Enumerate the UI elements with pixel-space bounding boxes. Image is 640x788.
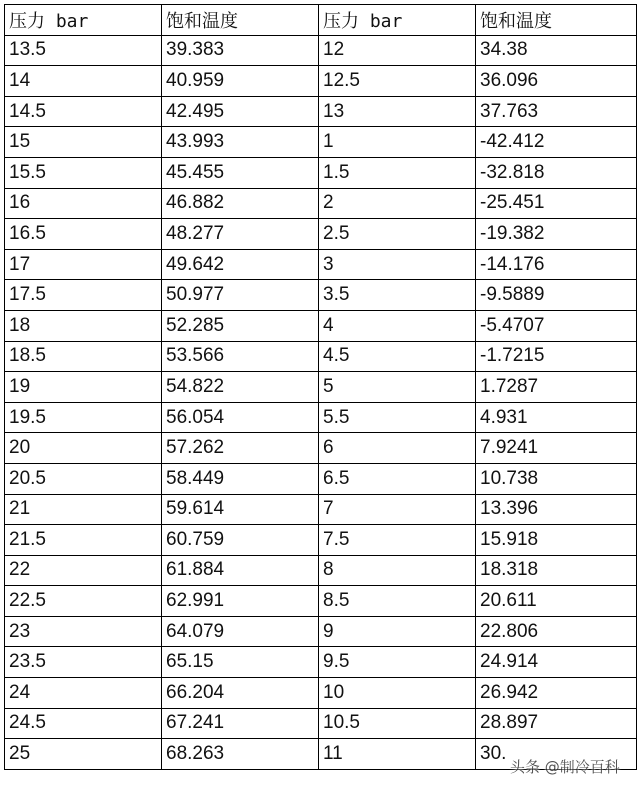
pressure-cell: 12 (319, 35, 476, 66)
pressure-cell: 15.5 (5, 157, 162, 188)
table-row (5, 188, 637, 219)
pressure-cell: 8 (319, 555, 476, 586)
pressure-cell: 9 (319, 616, 476, 647)
saturation-temp-cell: 7.9241 (476, 433, 637, 464)
saturation-temp-cell: 18.318 (476, 555, 637, 586)
header-saturation-temp-2: 饱和温度 (476, 5, 637, 36)
pressure-cell: 22 (5, 555, 162, 586)
pressure-cell: 18 (5, 310, 162, 341)
saturation-temp-cell: 34.38 (476, 35, 637, 66)
pressure-cell: 5.5 (319, 402, 476, 433)
pressure-cell: 16 (5, 188, 162, 219)
pressure-cell: 25 (5, 739, 162, 770)
pressure-cell: 19 (5, 372, 162, 403)
pressure-cell: 11 (319, 739, 476, 770)
table-row (5, 433, 637, 464)
table-body (5, 35, 637, 769)
pressure-cell: 20 (5, 433, 162, 464)
saturation-temp-cell: 52.285 (162, 310, 319, 341)
saturation-temp-cell: 30. (476, 739, 637, 770)
saturation-temp-cell: 4.931 (476, 402, 637, 433)
pressure-cell: 5 (319, 372, 476, 403)
pressure-cell: 1 (319, 127, 476, 158)
saturation-temp-cell: 60.759 (162, 525, 319, 556)
pressure-cell: 16.5 (5, 219, 162, 250)
pressure-cell: 17.5 (5, 280, 162, 311)
pressure-cell: 19.5 (5, 402, 162, 433)
pressure-cell: 1.5 (319, 157, 476, 188)
pressure-cell: 6 (319, 433, 476, 464)
pressure-cell: 8.5 (319, 586, 476, 617)
saturation-temp-cell: 22.806 (476, 616, 637, 647)
table-row (5, 586, 637, 617)
pressure-cell: 10 (319, 678, 476, 709)
saturation-temp-cell: 39.383 (162, 35, 319, 66)
saturation-temp-cell: 10.738 (476, 463, 637, 494)
table-row (5, 66, 637, 97)
table-row (5, 157, 637, 188)
pressure-cell: 23 (5, 616, 162, 647)
saturation-temp-cell: 64.079 (162, 616, 319, 647)
pressure-cell: 22.5 (5, 586, 162, 617)
table-row (5, 647, 637, 678)
saturation-temp-cell: 20.611 (476, 586, 637, 617)
saturation-temp-cell: 59.614 (162, 494, 319, 525)
saturation-temp-cell: 66.204 (162, 678, 319, 709)
saturation-temp-cell: -42.412 (476, 127, 637, 158)
pressure-cell: 21 (5, 494, 162, 525)
saturation-temp-cell: -1.7215 (476, 341, 637, 372)
pressure-cell: 4.5 (319, 341, 476, 372)
table-row (5, 280, 637, 311)
pressure-cell: 14 (5, 66, 162, 97)
table-row (5, 525, 637, 556)
saturation-temp-cell: 61.884 (162, 555, 319, 586)
saturation-temp-cell: 40.959 (162, 66, 319, 97)
saturation-temp-cell: 37.763 (476, 96, 637, 127)
saturation-temp-cell: 13.396 (476, 494, 637, 525)
saturation-temp-cell: 48.277 (162, 219, 319, 250)
saturation-temp-cell: -5.4707 (476, 310, 637, 341)
pressure-cell: 13.5 (5, 35, 162, 66)
saturation-temp-cell: -9.5889 (476, 280, 637, 311)
saturation-temp-cell: 49.642 (162, 249, 319, 280)
pressure-cell: 3 (319, 249, 476, 280)
saturation-temp-cell: 15.918 (476, 525, 637, 556)
pressure-cell: 24.5 (5, 708, 162, 739)
table-row (5, 310, 637, 341)
table-row (5, 96, 637, 127)
table-row (5, 463, 637, 494)
pressure-cell: 2 (319, 188, 476, 219)
saturation-temp-cell: 36.096 (476, 66, 637, 97)
saturation-temp-cell: 1.7287 (476, 372, 637, 403)
pressure-cell: 14.5 (5, 96, 162, 127)
saturation-temp-cell: -19.382 (476, 219, 637, 250)
table-row (5, 249, 637, 280)
saturation-temp-cell: 28.897 (476, 708, 637, 739)
pressure-cell: 10.5 (319, 708, 476, 739)
table-row (5, 341, 637, 372)
table-row (5, 372, 637, 403)
saturation-temp-cell: -25.451 (476, 188, 637, 219)
saturation-temp-cell: -14.176 (476, 249, 637, 280)
pressure-cell: 12.5 (319, 66, 476, 97)
pressure-cell: 3.5 (319, 280, 476, 311)
saturation-temp-cell: 50.977 (162, 280, 319, 311)
pressure-cell: 7 (319, 494, 476, 525)
table-row (5, 678, 637, 709)
header-row (5, 5, 637, 36)
pressure-cell: 4 (319, 310, 476, 341)
saturation-temp-cell: 65.15 (162, 647, 319, 678)
header-pressure-1: 压力 bar (5, 5, 162, 36)
pressure-cell: 15 (5, 127, 162, 158)
saturation-temp-cell: 46.882 (162, 188, 319, 219)
pressure-cell: 9.5 (319, 647, 476, 678)
table-row (5, 555, 637, 586)
saturation-temp-cell: 24.914 (476, 647, 637, 678)
table-row (5, 127, 637, 158)
saturation-temp-cell: 53.566 (162, 341, 319, 372)
saturation-temp-cell: 43.993 (162, 127, 319, 158)
table-row (5, 219, 637, 250)
saturation-temp-cell: 62.991 (162, 586, 319, 617)
saturation-temp-cell: 58.449 (162, 463, 319, 494)
saturation-temp-cell: -32.818 (476, 157, 637, 188)
saturation-temp-cell: 42.495 (162, 96, 319, 127)
pressure-cell: 21.5 (5, 525, 162, 556)
pressure-cell: 6.5 (319, 463, 476, 494)
pressure-temperature-sheet (4, 4, 636, 770)
saturation-temp-cell: 67.241 (162, 708, 319, 739)
table-row (5, 35, 637, 66)
table-row (5, 708, 637, 739)
header-pressure-2: 压力 bar (319, 5, 476, 36)
saturation-temp-cell: 54.822 (162, 372, 319, 403)
pressure-cell: 7.5 (319, 525, 476, 556)
saturation-temp-cell: 68.263 (162, 739, 319, 770)
pressure-cell: 20.5 (5, 463, 162, 494)
pressure-cell: 13 (319, 96, 476, 127)
table-row (5, 402, 637, 433)
pressure-cell: 2.5 (319, 219, 476, 250)
saturation-temp-cell: 45.455 (162, 157, 319, 188)
pressure-cell: 24 (5, 678, 162, 709)
table-row (5, 494, 637, 525)
saturation-temp-cell: 57.262 (162, 433, 319, 464)
pressure-cell: 17 (5, 249, 162, 280)
saturation-temp-cell: 56.054 (162, 402, 319, 433)
saturation-table (4, 4, 637, 770)
saturation-temp-cell: 26.942 (476, 678, 637, 709)
header-saturation-temp-1: 饱和温度 (162, 5, 319, 36)
pressure-cell: 18.5 (5, 341, 162, 372)
watermark: 头条 @制冷百科 (510, 758, 620, 776)
table-row (5, 616, 637, 647)
pressure-cell: 23.5 (5, 647, 162, 678)
